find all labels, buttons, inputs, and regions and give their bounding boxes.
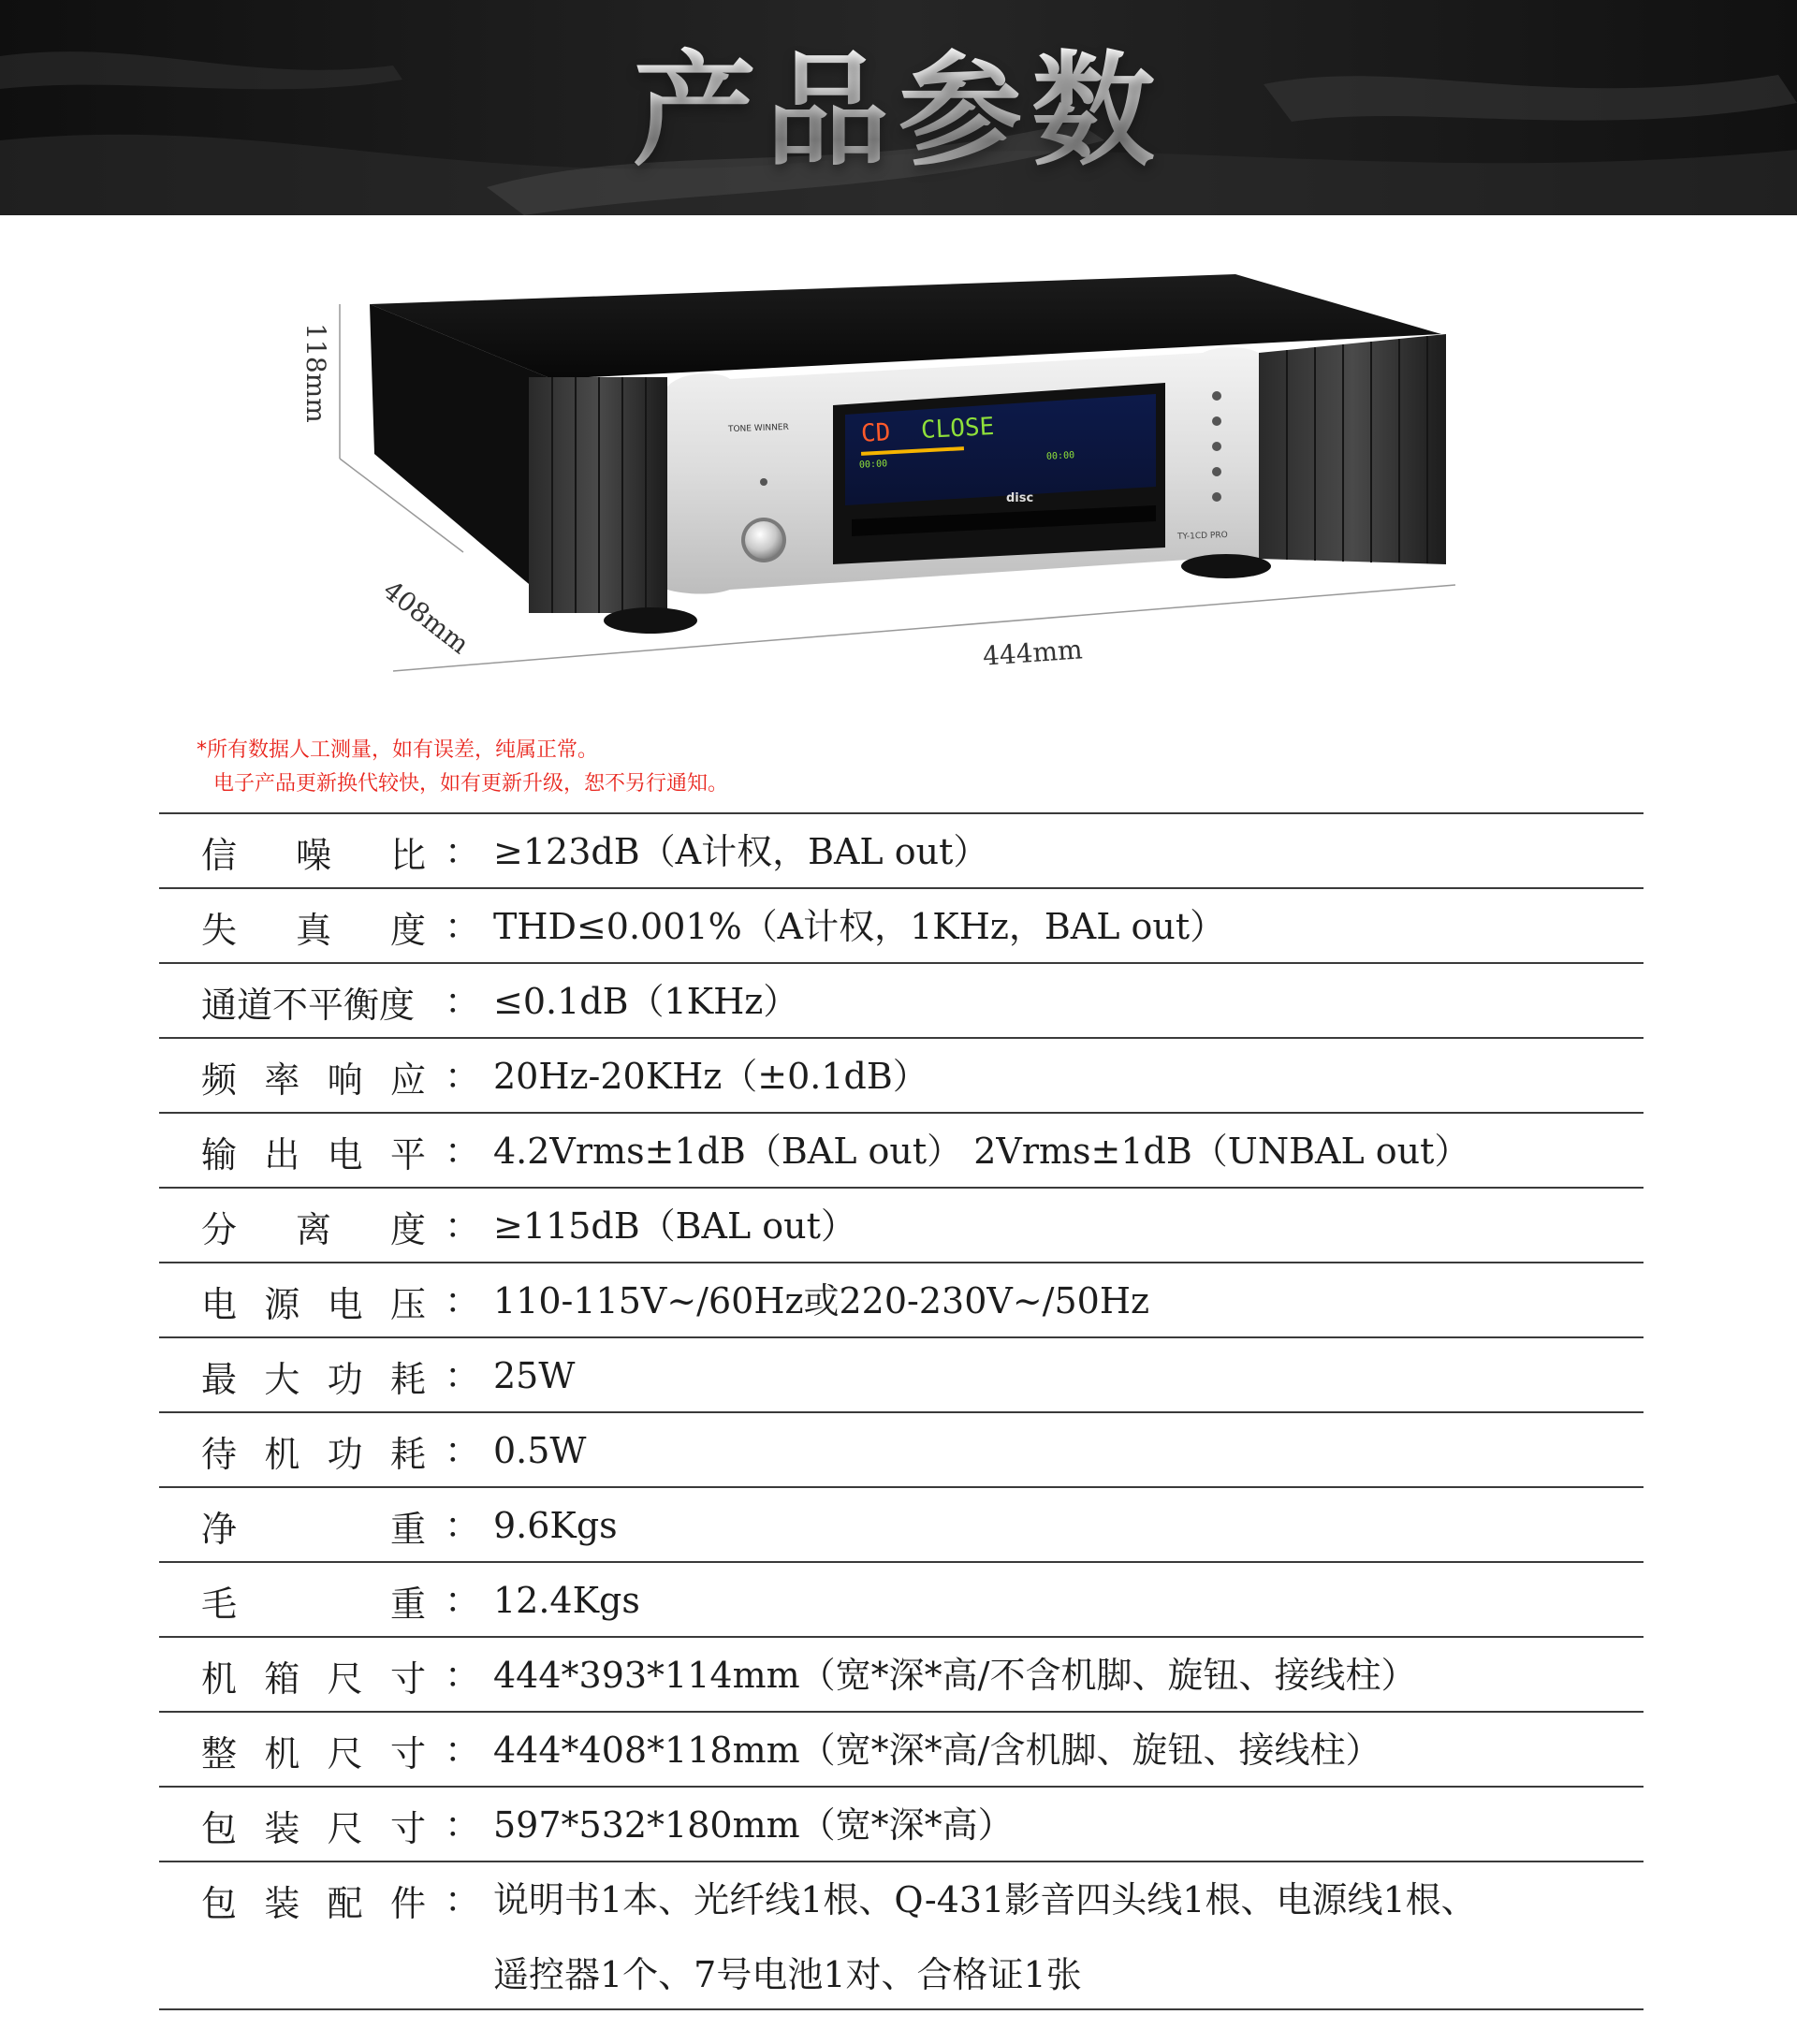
display-time-left: 00:00: [858, 459, 888, 471]
spec-value: 9.6Kgs: [493, 1505, 618, 1546]
spec-colon: ：: [445, 1804, 481, 1846]
spec-label-char: 频: [201, 1058, 238, 1101]
spec-label-char: 度: [389, 1208, 426, 1250]
spec-label: [201, 814, 426, 889]
model-label: TY-1CD PRO: [1176, 531, 1228, 542]
spec-row: [159, 962, 1644, 1037]
spec-colon: ：: [445, 1879, 481, 1920]
display-time-right: 00:00: [1045, 450, 1075, 462]
product-illustration: [281, 267, 1498, 697]
spec-value: 597*532*180mm（宽*深*高）: [493, 1804, 1014, 1846]
spec-label-char: 噪: [295, 834, 331, 876]
spec-label-char: 电: [327, 1133, 363, 1175]
spec-label-char: 平: [389, 1133, 426, 1175]
header-banner: [0, 0, 1797, 215]
spec-table: [159, 812, 1644, 2010]
spec-label-char: 功: [327, 1433, 363, 1475]
spec-colon: ：: [445, 1580, 481, 1621]
spec-label-char: 尺: [327, 1732, 363, 1774]
spec-label-char: 重: [389, 1583, 426, 1625]
display-status: CLOSE: [920, 412, 996, 445]
spec-label-char: 大: [264, 1358, 300, 1400]
spec-label-char: 重: [389, 1508, 426, 1550]
spec-colon: ：: [445, 1205, 481, 1247]
spec-label: [201, 1263, 426, 1338]
spec-label: [201, 1638, 426, 1713]
spec-label-char: 失: [201, 909, 238, 951]
spec-value: ≥115dB（BAL out）: [493, 1205, 856, 1247]
spec-label: [201, 1788, 426, 1862]
spec-label-char: 输: [201, 1133, 238, 1175]
spec-colon: ：: [445, 1056, 481, 1097]
spec-label: [201, 1413, 426, 1488]
spec-label-char: 出: [264, 1133, 300, 1175]
page-title: 产品参数: [0, 41, 1797, 182]
spec-row: [159, 1711, 1644, 1786]
spec-colon: ：: [445, 1730, 481, 1771]
dimension-depth: 408mm: [377, 574, 475, 661]
spec-row: [159, 1786, 1644, 1861]
spec-label-char: 寸: [389, 1807, 426, 1849]
spec-row: [159, 1187, 1644, 1262]
spec-label-char: 源: [264, 1283, 300, 1325]
spec-label-char: 信: [201, 834, 238, 876]
spec-label-char: 配: [327, 1882, 363, 1924]
spec-colon: ：: [445, 831, 481, 872]
spec-label-char: 电: [327, 1283, 363, 1325]
spec-value: 说明书1本、光纤线1根、Q-431影音四头线1根、电源线1根、: [493, 1879, 1477, 1920]
spec-colon: ：: [445, 1355, 481, 1396]
spec-label: [201, 1338, 426, 1413]
display-cd: CD: [860, 418, 892, 448]
spec-colon: ：: [445, 1505, 481, 1546]
spec-label-char: 分: [201, 1208, 238, 1250]
spec-label: [201, 1563, 426, 1638]
spec-label: [201, 889, 426, 964]
spec-colon: ：: [445, 1280, 481, 1321]
spec-label-char: 耗: [389, 1358, 426, 1400]
spec-label-char: 度: [389, 909, 426, 951]
spec-value: 444*408*118mm（宽*深*高/含机脚、旋钮、接线柱）: [493, 1730, 1381, 1771]
spec-label-char: 件: [389, 1882, 426, 1924]
spec-label: [201, 1039, 426, 1114]
spec-label-char: 整: [201, 1732, 238, 1774]
spec-colon: ：: [445, 1430, 481, 1471]
spec-value-continued: 遥控器1个、7号电池1对、合格证1张: [493, 1954, 1082, 1995]
spec-value: 20Hz-20KHz（±0.1dB）: [493, 1056, 928, 1097]
spec-colon: ：: [445, 906, 481, 947]
spec-label-char: 毛: [201, 1583, 238, 1625]
spec-label-char: 耗: [389, 1433, 426, 1475]
dimension-height: 118mm: [300, 323, 331, 423]
spec-label-char: 尺: [327, 1657, 363, 1700]
spec-label: [201, 1114, 426, 1189]
spec-row: [159, 887, 1644, 962]
spec-label: [201, 1488, 426, 1563]
spec-value: 4.2Vrms±1dB（BAL out） 2Vrms±1dB（UNBAL out）: [493, 1131, 1470, 1172]
spec-label-char: 寸: [389, 1657, 426, 1700]
spec-label: [201, 1713, 426, 1788]
spec-value: ≤0.1dB（1KHz）: [493, 981, 799, 1022]
spec-label-char: 装: [264, 1882, 300, 1924]
spec-label-char: 最: [201, 1358, 238, 1400]
spec-colon: ：: [445, 1655, 481, 1696]
spec-row: [159, 1336, 1644, 1411]
spec-row: [159, 1486, 1644, 1561]
spec-row: [159, 1411, 1644, 1486]
spec-label-char: 功: [327, 1358, 363, 1400]
spec-value: 0.5W: [493, 1430, 587, 1471]
spec-label-char: 机: [264, 1732, 300, 1774]
spec-label-char: 响: [327, 1058, 363, 1101]
note-line-1: *所有数据人工测量，如有误差，纯属正常。: [197, 738, 599, 762]
spec-label: [201, 964, 426, 1039]
spec-value: 444*393*114mm（宽*深*高/不含机脚、旋钮、接线柱）: [493, 1655, 1417, 1696]
spec-label-char: 机: [201, 1657, 238, 1700]
spec-label-char: 包: [201, 1882, 238, 1924]
spec-label-char: 尺: [327, 1807, 363, 1849]
spec-label-char: 率: [264, 1058, 300, 1101]
spec-label: [201, 1189, 426, 1263]
dimension-width: 444mm: [981, 634, 1084, 672]
spec-label-char: 寸: [389, 1732, 426, 1774]
spec-label-char: 通道不平衡度: [201, 984, 416, 1026]
spec-row: [159, 1636, 1644, 1711]
spec-label-char: 装: [264, 1807, 300, 1849]
spec-value: ≥123dB（A计权，BAL out）: [493, 831, 989, 872]
disc-logo: disc: [1006, 491, 1034, 505]
spec-label-char: 应: [389, 1058, 426, 1101]
spec-row: [159, 1262, 1644, 1336]
spec-label-char: 包: [201, 1807, 238, 1849]
spec-value: 25W: [493, 1355, 576, 1396]
spec-colon: ：: [445, 1131, 481, 1172]
spec-label-char: 比: [389, 834, 426, 876]
spec-label: [201, 1862, 426, 1937]
spec-row: [159, 1561, 1644, 1636]
spec-row: [159, 1112, 1644, 1187]
spec-label-char: 待: [201, 1433, 238, 1475]
spec-value: THD≤0.001%（A计权，1KHz，BAL out）: [493, 906, 1226, 947]
spec-row: [159, 1861, 1644, 2010]
spec-label-char: 净: [201, 1508, 238, 1550]
note-line-2: 电子产品更新换代较快，如有更新升级，恕不另行通知。: [213, 772, 729, 796]
spec-label-char: 机: [264, 1433, 300, 1475]
spec-value: 12.4Kgs: [493, 1580, 640, 1621]
spec-label-char: 真: [295, 909, 331, 951]
spec-value: 110-115V~/60Hz或220-230V~/50Hz: [493, 1280, 1149, 1321]
spec-label-char: 离: [295, 1208, 331, 1250]
spec-row: [159, 812, 1644, 887]
spec-label-char: 压: [389, 1283, 426, 1325]
spec-label-char: 电: [201, 1283, 238, 1325]
brand-logo: TONE WINNER: [727, 422, 789, 435]
spec-row: [159, 1037, 1644, 1112]
spec-label-char: 箱: [264, 1657, 300, 1700]
spec-colon: ：: [445, 981, 481, 1022]
